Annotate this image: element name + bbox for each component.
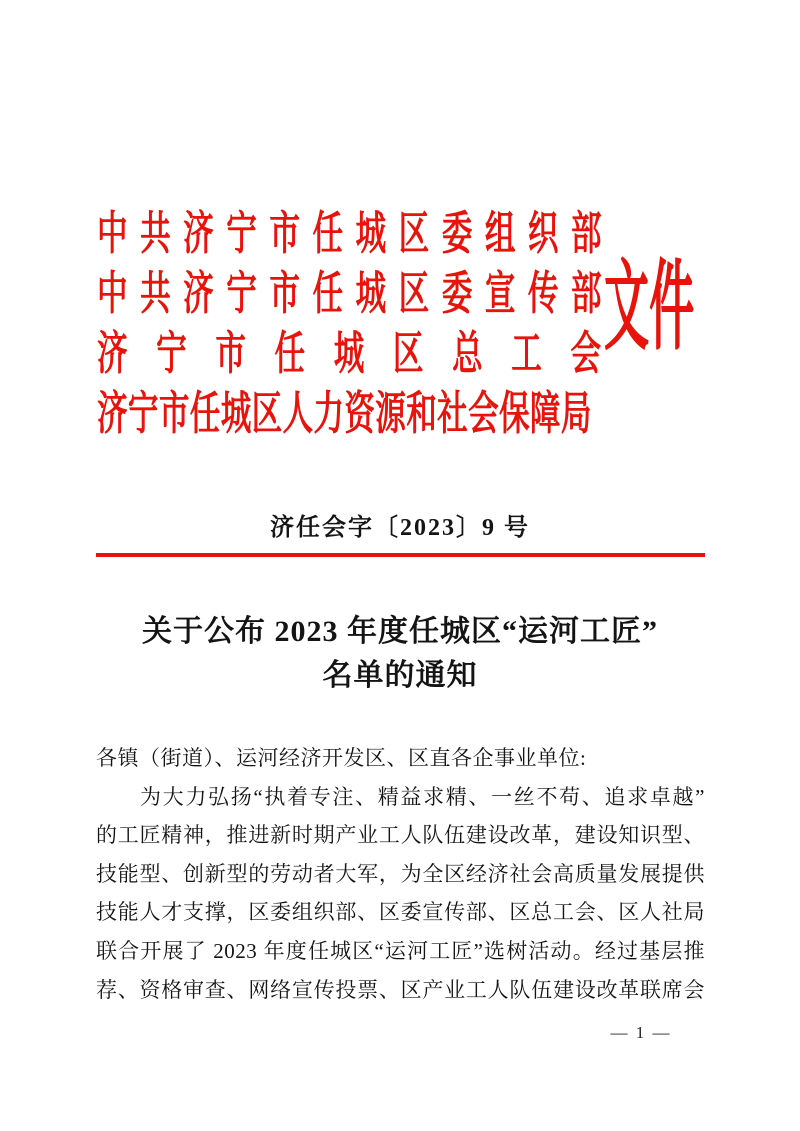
reference-number: 济任会字〔2023〕9 号 bbox=[270, 515, 530, 541]
document-type-marker: 文件 bbox=[604, 254, 695, 362]
body-text-line: 荐、资格审查、网络宣传投票、区产业工人队伍建设改革联席会 bbox=[96, 977, 705, 1002]
letterhead-org-line-3: 济宁市任城区总工会 bbox=[97, 328, 630, 379]
document-title-line-1: 关于公布 2023 年度任城区“运河工匠” bbox=[142, 615, 658, 648]
letterhead-org-line-4: 济宁市任城区人力资源和社会保障局 bbox=[97, 388, 592, 439]
body-text-line: 技能型、创新型的劳动者大军，为全区经济社会高质量发展提供 bbox=[96, 861, 705, 886]
document-title bbox=[0, 610, 800, 698]
document-body bbox=[96, 739, 705, 1009]
document-title-line-2: 名单的通知 bbox=[322, 659, 478, 692]
body-text-line: 的工匠精神，推进新时期产业工人队伍建设改革，建设知识型、 bbox=[96, 823, 705, 848]
body-paragraph bbox=[96, 778, 705, 1010]
body-text-line: 技能人才支撑，区委组织部、区委宣传部、区总工会、区人社局 bbox=[96, 900, 705, 925]
salutation-line: 各镇（街道）、运河经济开发区、区直各企事业单位: bbox=[96, 746, 587, 770]
body-text-line: 联合开展了 2023 年度任城区“运河工匠”选树活动。经过基层推 bbox=[96, 938, 705, 963]
red-divider-line bbox=[96, 553, 705, 557]
letterhead-org-line-2: 中共济宁市任城区委宣传部 bbox=[97, 268, 615, 319]
body-text-line: 为大力弘扬“执着专注、精益求精、一丝不苟、追求卓越” bbox=[140, 784, 705, 809]
letterhead-org-line-1: 中共济宁市任城区委组织部 bbox=[97, 208, 615, 259]
page-number: — 1 — bbox=[610, 1023, 672, 1042]
